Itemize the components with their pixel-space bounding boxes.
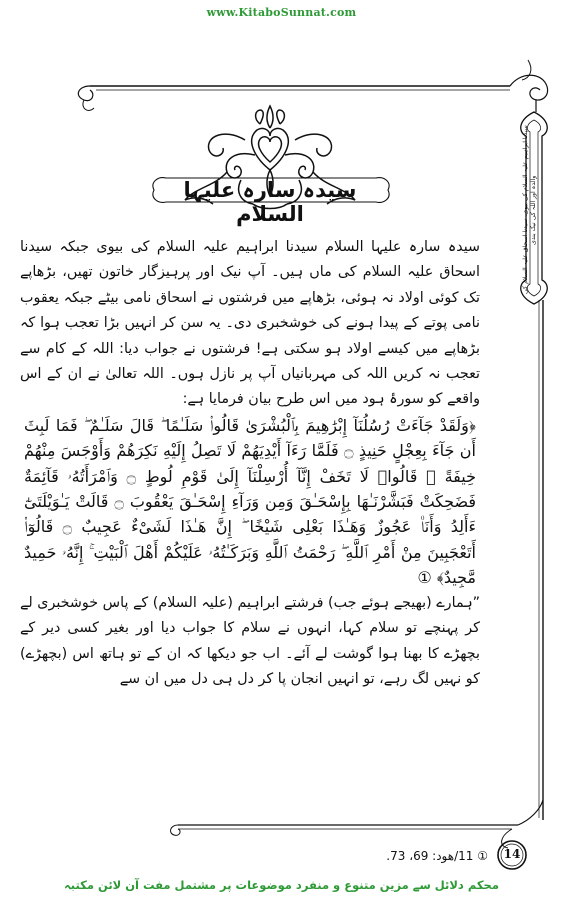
main-text [20,235,480,692]
translation-paragraph: ”ہمارے (بھیجے ہوئے جب) فرشتے ابراہیم (علیہ السلام) کے پاس خوشخبری لے کر پہنچے تو سلام کہا، انہوں نے سلام کا جواب دیا اور بغیر کسی دیر کے بچھڑے کا بھنا ہوا گوشت لے آئے۔ اب جو دیکھا کہ ان کے تو ہاتھ اس (بچھڑے) کو نہیں لگ رہے، تو انہیں انجان پا کر دل ہی دل میں ان سے [20,594,480,687]
footnote: ① 11/ھود: 69، 73. [386,849,488,863]
page-title: سیدہ سارہ علیہا السلام [183,178,357,226]
side-caption: سیدنا ابراہیم علیہ السلام کی بیوی، سیدنا اسحاق علیہ السلام کی والدہ اور اللہ کی نیک بندی [522,125,537,295]
quran-verses: ﴿وَلَقَدْ جَآءَتْ رُسُلُنَآ إِبْرَٰهِيمَ بِٱلْبُشْرَىٰ قَالُوا۟ سَلَـٰمًا ۖ قَالَ سَلَـٰمٌ ۖ فَمَا لَبِثَ أَن جَآءَ بِعِجْلٍ حَنِيذٍ ۝ فَلَمَّا رَءَآ أَيْدِيَهُمْ لَا تَصِلُ إِلَيْهِ نَكِرَهُمْ وَأَوْجَسَ مِنْهُمْ خِيفَةً ۚ قَالُوا۟ لَا تَخَفْ إِنَّآ أُرْسِلْنَآ إِلَىٰ قَوْمِ لُوطٍ ۝ وَٱمْرَأَتُهُۥ قَآئِمَةٌ فَضَحِكَتْ فَبَشَّرْنَـٰهَا بِإِسْحَـٰقَ وَمِن وَرَآءِ إِسْحَـٰقَ يَعْقُوبَ ۝ قَالَتْ يَـٰوَيْلَتَىٰٓ ءَأَلِدُ وَأَنَا۠ عَجُوزٌ وَهَـٰذَا بَعْلِى شَيْخًا ۖ إِنَّ هَـٰذَا لَشَىْءٌ عَجِيبٌ ۝ قَالُوٓا۟ أَتَعْجَبِينَ مِنْ أَمْرِ ٱللَّهِ ۖ رَحْمَتُ ٱللَّهِ وَبَرَكَـٰتُهُۥ عَلَيْكُمْ أَهْلَ ٱلْبَيْتِ ۚ إِنَّهُۥ حَمِيدٌ مَّجِيدٌ﴾ ① [24,415,477,588]
page-number-badge [495,838,529,872]
footer-promo: محکم دلائل سے مزین متنوع و منفرد موضوعات پر مشتمل مفت آن لائن مکتبہ [64,878,499,892]
site-url: www.KitaboSunnat.com [206,6,357,19]
intro-paragraph: سیدہ سارہ علیہا السلام سیدنا ابراہیم علیہ السلام کی بیوی جبکہ سیدنا اسحاق علیہ السلام کی ماں ہیں۔ آپ نیک اور پرہیزگار خاتون تھیں، بڑھاپے تک کوئی اولاد نہ ہوئی، بڑھاپے میں فرشتوں نے اسحاق نامی بیٹے جبکہ یعقوب نامی پوتے کے پیدا ہونے کی خوشخبری دی۔ یہ سن کر انہیں بڑا تعجب ہوا کہ بڑھاپے میں کیسے اولاد ہو سکتی ہے! فرشتوں نے جواب دیا: اللہ کے کام سے تعجب نہ کریں اللہ کی مہربانیاں آپ پر نازل ہوں۔ اللہ تعالیٰ نے ان کے اس واقعے کو سورۂ ہود میں اس طرح بیان فرمایا ہے: [20,239,480,408]
page-number: 14 [503,847,521,861]
